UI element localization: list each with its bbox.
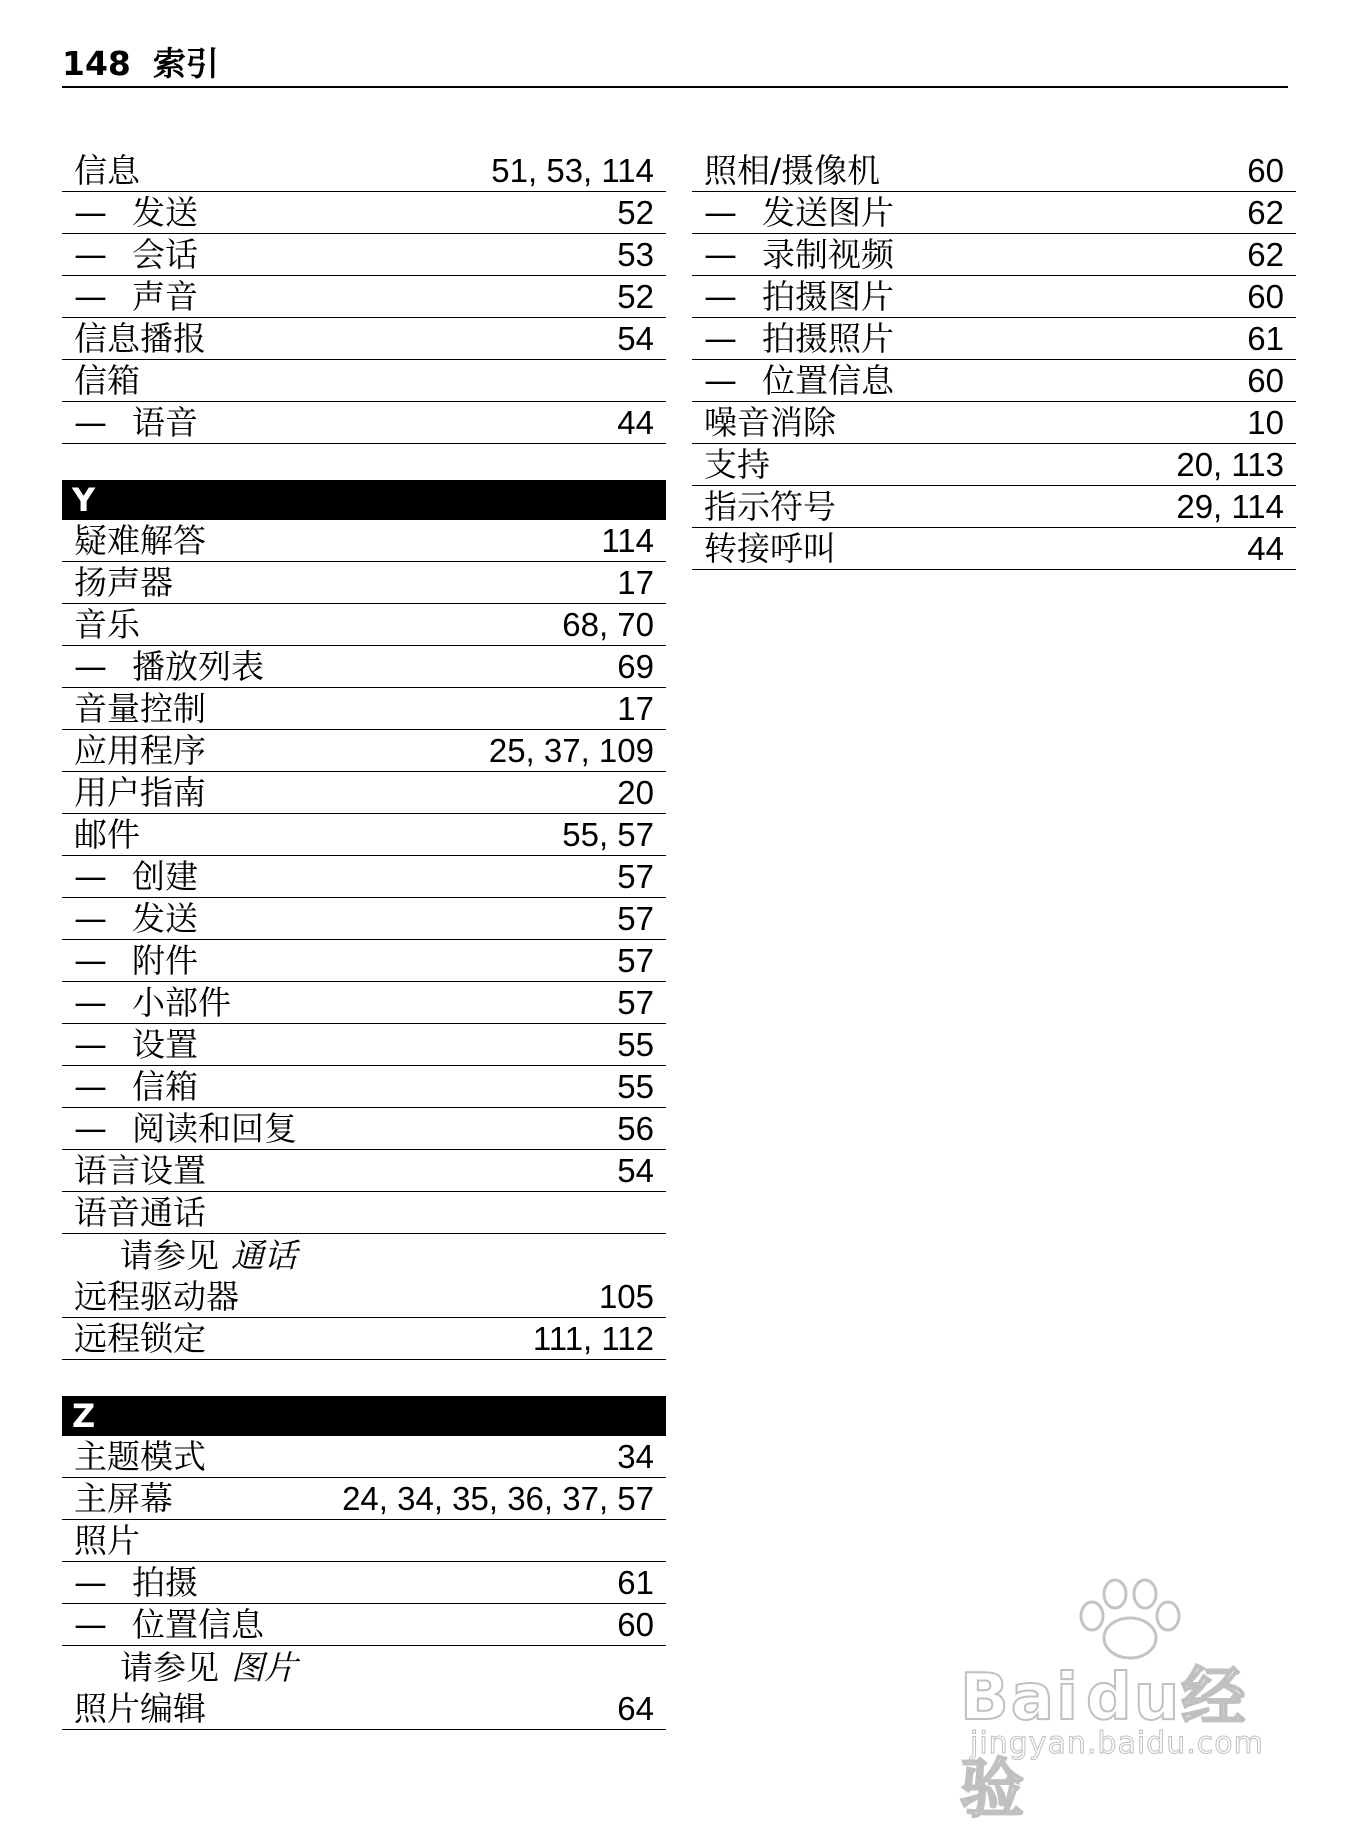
subentry-dash: — [74,983,107,1022]
index-subentry [62,1024,666,1066]
index-page-numbers: 56 [617,1110,654,1147]
index-page-numbers: 57 [617,858,654,895]
index-term [74,773,206,813]
section-letter: Z [72,1397,96,1435]
index-page-numbers: 57 [617,900,654,937]
index-term-text: 附件 [132,941,198,980]
subentry-dash: — [704,235,737,274]
index-term-text: 转接呼叫 [704,529,836,568]
index-subentry [62,646,666,688]
index-page-numbers: 61 [617,1564,654,1601]
index-term-text: 信箱 [132,1067,198,1106]
subentry-dash: — [704,361,737,400]
index-entry [62,1150,666,1192]
index-term [74,1689,206,1729]
index-page-numbers: 20 [617,774,654,811]
index-term-text: 小部件 [132,983,231,1022]
index-term-text: 设置 [132,1025,198,1064]
index-page-numbers: 25, 37, 109 [488,732,654,769]
index-term-text: 阅读和回复 [132,1109,297,1148]
index-page-numbers: 24, 34, 35, 36, 37, 57 [342,1480,654,1517]
subentry-dash: — [74,235,107,274]
index-term-text: 照片编辑 [74,1689,206,1728]
section-header-y [62,480,666,520]
index-entry [62,562,666,604]
index-entry [692,150,1296,192]
index-term-text: 拍摄照片 [762,319,894,358]
index-group-z-continued [692,150,1296,570]
watermark-brand-cn: 经验 [960,1661,1248,1827]
index-entry [692,486,1296,528]
index-entry [62,604,666,646]
index-term [74,361,140,401]
index-page-numbers: 111, 112 [532,1320,654,1357]
index-term-text: 信箱 [74,361,140,400]
index-term [74,563,173,603]
index-subentry [692,276,1296,318]
index-term-text: 指示符号 [704,487,836,526]
page-title: 索引 [152,44,219,83]
index-term [74,193,198,233]
subentry-dash: — [704,277,737,316]
index-term-text: 应用程序 [74,731,206,770]
index-term [74,1193,206,1233]
index-term-text: 噪音消除 [704,403,836,442]
index-entry [62,814,666,856]
index-page-numbers: 54 [617,320,654,357]
subentry-dash: — [74,647,107,686]
see-also-label: 请参见 [120,1236,219,1275]
watermark-brand-right: du [1085,1661,1182,1735]
index-term [74,689,206,729]
index-entry [62,1192,666,1234]
index-term [74,1277,239,1317]
section-header-z [62,1396,666,1436]
index-term [704,445,770,485]
index-page-numbers: 34 [617,1438,654,1475]
index-term-text: 语音 [132,403,198,442]
index-page-numbers: 54 [617,1152,654,1189]
subentry-dash: — [704,319,737,358]
section-letter: Y [72,481,96,519]
index-term [74,521,206,561]
see-also-label: 请参见 [120,1648,219,1687]
index-section-z [62,1436,666,1730]
page-number: 148 [62,44,131,83]
index-term-text: 音量控制 [74,689,206,728]
index-term [74,731,206,771]
index-entry [62,730,666,772]
index-page-numbers: 44 [1247,530,1284,567]
index-term [704,487,836,527]
watermark-url: jingyan.baidu.com [970,1726,1264,1761]
subentry-dash: — [74,1025,107,1064]
index-term-text: 拍摄 [132,1563,198,1602]
see-also-row [62,1234,666,1276]
subentry-dash: — [74,899,107,938]
index-entry [62,1276,666,1318]
index-entry [62,1688,666,1730]
index-term-text: 远程锁定 [74,1319,206,1358]
index-term [74,605,140,645]
index-page-numbers: 64 [617,1690,654,1727]
index-entry [62,1520,666,1562]
index-term [74,983,231,1023]
index-page-numbers: 60 [1247,152,1284,189]
index-term [74,815,140,855]
index-column-right [692,150,1296,570]
see-also-row [62,1646,666,1688]
index-term-text: 远程驱动器 [74,1277,239,1316]
index-subentry [692,234,1296,276]
index-page-numbers: 20, 113 [1176,446,1284,483]
subentry-dash: — [74,1563,107,1602]
subentry-dash: — [74,1109,107,1148]
index-page-numbers: 55 [617,1068,654,1105]
index-page-numbers: 52 [617,278,654,315]
index-subentry [62,1066,666,1108]
subentry-dash: — [74,1067,107,1106]
index-term-text: 播放列表 [132,647,264,686]
index-term [74,1521,140,1561]
index-subentry [62,982,666,1024]
index-term-text: 主题模式 [74,1437,206,1476]
index-subentry [692,192,1296,234]
index-term-text: 信息播报 [74,319,206,358]
index-section-y [62,520,666,1360]
index-entry [62,1436,666,1478]
index-term [704,361,894,401]
index-term-text: 声音 [132,277,198,316]
index-term-text: 位置信息 [132,1605,264,1644]
index-term-text: 照片 [74,1521,140,1560]
index-subentry [62,192,666,234]
index-column-left [62,150,666,1730]
index-term [704,403,836,443]
index-subentry [62,856,666,898]
index-term [74,403,198,443]
index-term [74,1437,206,1477]
index-subentry [62,276,666,318]
index-term [74,647,264,687]
index-group-x [62,150,666,444]
see-also-reference: 通话 [231,1236,297,1275]
subentry-dash: — [74,403,107,442]
page-header [62,44,1288,88]
index-entry [62,150,666,192]
index-term [74,1151,206,1191]
index-entry [692,528,1296,570]
index-term [704,151,880,191]
index-term [704,193,894,233]
watermark-brand-left: Bai [960,1661,1080,1735]
index-term-text: 发送图片 [762,193,894,232]
index-page-numbers: 57 [617,984,654,1021]
subentry-dash: — [74,857,107,896]
index-page-numbers: 62 [1247,236,1284,273]
index-page-numbers: 105 [598,1278,654,1315]
index-entry [62,772,666,814]
index-term-text: 创建 [132,857,198,896]
index-page-numbers: 62 [1247,194,1284,231]
subentry-dash: — [74,193,107,232]
index-subentry [62,940,666,982]
subentry-dash: — [74,277,107,316]
index-page-numbers: 53 [617,236,654,273]
index-term-text: 用户指南 [74,773,206,812]
index-term [74,319,206,359]
index-term [74,1563,198,1603]
index-page-numbers: 68, 70 [562,606,654,643]
baidu-watermark [960,1576,1300,1827]
index-page-numbers: 51, 53, 114 [491,152,654,189]
index-term-text: 信息 [74,151,140,190]
index-term [74,1605,264,1645]
subentry-dash: — [704,193,737,232]
index-term [74,235,198,275]
index-term-text: 音乐 [74,605,140,644]
index-subentry [62,234,666,276]
index-term-text: 语音通话 [74,1193,206,1232]
index-term [74,941,198,981]
index-term-text: 发送 [132,193,198,232]
index-subentry [692,318,1296,360]
index-subentry [692,360,1296,402]
index-term [704,319,894,359]
index-term [704,277,894,317]
index-entry [62,1318,666,1360]
index-term-text: 位置信息 [762,361,894,400]
index-term [74,857,198,897]
index-page-numbers: 10 [1247,404,1284,441]
index-entry [62,688,666,730]
index-term [74,1067,198,1107]
index-subentry [62,1108,666,1150]
index-term-text: 语言设置 [74,1151,206,1190]
index-term [74,899,198,939]
index-term [704,529,836,569]
index-page-numbers: 60 [617,1606,654,1643]
index-subentry [62,1562,666,1604]
index-entry [692,402,1296,444]
index-term-text: 会话 [132,235,198,274]
index-term [74,151,140,191]
index-page-numbers: 17 [617,690,654,727]
index-term-text: 录制视频 [762,235,894,274]
index-term [74,277,198,317]
index-term-text: 扬声器 [74,563,173,602]
index-page-numbers: 60 [1247,278,1284,315]
index-term [74,1025,198,1065]
index-page-numbers: 60 [1247,362,1284,399]
index-subentry [62,898,666,940]
subentry-dash: — [74,941,107,980]
index-page-numbers: 29, 114 [1176,488,1284,525]
index-term-text: 支持 [704,445,770,484]
index-term-text: 疑难解答 [74,521,206,560]
index-term-text: 主屏幕 [74,1479,173,1518]
index-term [704,235,894,275]
subentry-dash: — [74,1605,107,1644]
index-page-numbers: 55, 57 [562,816,654,853]
index-term-text: 发送 [132,899,198,938]
index-entry [62,318,666,360]
index-page-numbers: 17 [617,564,654,601]
index-term [74,1109,297,1149]
index-term-text: 邮件 [74,815,140,854]
index-entry [62,360,666,402]
index-term-text: 拍摄图片 [762,277,894,316]
index-term [74,1479,173,1519]
index-page-numbers: 61 [1247,320,1284,357]
index-subentry [62,1604,666,1646]
index-entry [692,444,1296,486]
index-term-text: 照相/摄像机 [704,151,881,190]
index-page-numbers: 52 [617,194,654,231]
index-page-numbers: 55 [617,1026,654,1063]
index-page-numbers: 57 [617,942,654,979]
index-term [74,1319,206,1359]
index-entry [62,1478,666,1520]
index-entry [62,520,666,562]
index-page-numbers: 114 [601,522,654,559]
index-subentry [62,402,666,444]
index-page-numbers: 44 [617,404,654,441]
index-page-numbers: 69 [617,648,654,685]
see-also-reference: 图片 [231,1648,297,1687]
